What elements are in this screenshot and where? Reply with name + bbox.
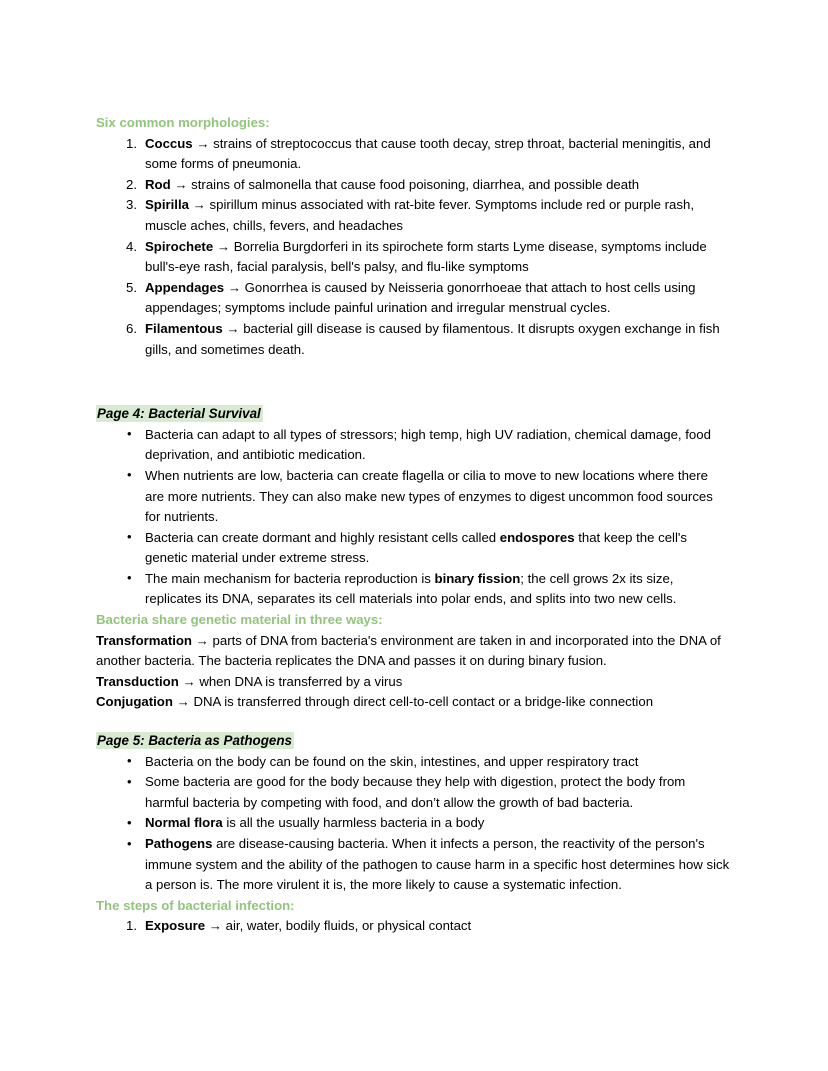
list-item-term: Spirochete [145,238,214,254]
definition-term: Transformation [96,632,192,648]
definition-transformation [96,631,730,672]
list-item-text: When nutrients are low, bacteria can create flagella or cilia to move to new locations where there are more nutrients. They can also make new types of enzymes to digest uncommon food sources for nutrients. [145,467,713,525]
section-heading-genetic-sharing: Bacteria share genetic material in three ways: [96,612,383,628]
list-item-term: Coccus [145,135,193,151]
list-item-text: Bacteria can create dormant and highly resistant cells called [145,529,500,545]
list-item-text-tail: is all the usually harmless bacteria in a body [222,815,485,831]
definition-text: DNA is transferred through direct cell-to-cell contact or a bridge-like connection [193,694,654,710]
list-item-term: Rod [145,176,171,192]
list-item-text: Bacteria can adapt to all types of stressors; high temp, high UV radiation, chemical damage, food deprivation, and antibiotic medication. [145,426,711,463]
definition-text: when DNA is transferred by a virus [199,673,403,689]
list-item [145,916,730,937]
list-item-text: bacterial gill disease is caused by filamentous. It disrupts oxygen exchange in fish gills, and sometimes death. [145,320,720,357]
list-item-term: binary fission [434,570,521,586]
list-item-term: Exposure [145,918,206,934]
arrow-icon: → [195,632,209,648]
list-item [145,834,730,896]
list-item-text: Borrelia Burgdorferi in its spirochete form starts Lyme disease, symptoms include bull's-eye rash, facial paralysis, bell's palsy, and flu-like symptoms [145,238,707,275]
bacterial-survival-list [96,425,730,610]
arrow-icon: → [208,918,222,934]
pathogens-list [96,752,730,896]
list-item-term: endospores [499,529,575,545]
list-item [145,237,730,278]
infection-steps-list [96,916,730,937]
list-item [145,425,730,466]
section-spacer [96,713,730,731]
definition-term: Conjugation [96,694,173,710]
list-item-text: Some bacteria are good for the body because they help with digestion, protect the body from harmful bacteria by competing with food, and don’t allow the growth of bad bacteria. [145,774,686,810]
arrow-icon: → [174,176,188,192]
list-item-term: Filamentous [145,320,223,336]
list-item-term: Spirilla [145,197,189,213]
list-item-term: Appendages [145,279,225,295]
section-heading-page-4 [96,404,730,425]
list-item [145,319,730,360]
document-content [96,113,730,937]
list-item-text: The main mechanism for bacteria reproduction is [145,570,435,586]
section-heading-infection-steps: The steps of bacterial infection: [96,897,295,913]
list-item-text: spirillum minus associated with rat-bite fever. Symptoms include red or purple rash, muscle aches, chills, fevers, and headaches [145,197,694,233]
list-item-text-tail: that keep the cell's genetic material under extreme stress. [145,529,688,566]
list-item-term: Pathogens [145,836,213,851]
arrow-icon: → [192,197,206,213]
list-item [145,569,730,610]
list-item [145,772,730,813]
list-item-text: air, water, bodily fluids, or physical contact [225,918,472,934]
definition-text: parts of DNA from bacteria's environment are taken in and incorporated into the DNA of another bacteria. The bacteria replicates the DNA and passes it on during binary fusion. [96,632,721,669]
list-item [145,528,730,569]
arrow-icon: → [176,694,190,710]
arrow-icon: → [182,673,196,689]
list-item-text: strains of salmonella that cause food poisoning, diarrhea, and possible death [191,176,640,192]
definition-conjugation [96,692,730,713]
list-item-text-tail: are disease-causing bacteria. When it infects a person, the reactivity of the person's immune system and the ability of the pathogen to cause harm in a specific host determines how sick a person is. The more virulent it is, the more likely to cause a systematic infection. [145,836,730,893]
list-item-text: strains of streptococcus that cause tooth decay, strep throat, bacterial meningitis, and some forms of pneumonia. [145,135,711,172]
definition-term: Transduction [96,673,179,689]
page-heading-highlight: Page 5: Bacteria as Pathogens [97,733,292,749]
list-item [145,813,730,834]
arrow-icon: → [216,238,231,254]
section-heading-morphologies: Six common morphologies: [96,115,270,130]
list-item [145,175,730,196]
arrow-icon: → [196,135,210,151]
arrow-icon: → [226,320,240,336]
definition-transduction [96,672,730,693]
page-heading-highlight: Page 4: Bacterial Survival [97,406,261,422]
section-spacer [96,360,730,404]
morphologies-list [96,134,730,361]
list-item-text: Bacteria on the body can be found on the skin, intestines, and upper respiratory tract [145,753,639,769]
list-item-text-tail: ; the cell grows 2x its size, replicates its DNA, separates its cell materials into polar ends, and splits into two new cells. [145,570,677,607]
list-item [145,752,730,773]
list-item-term: Normal flora [145,815,223,831]
arrow-icon: → [227,279,241,295]
list-item [145,466,730,528]
list-item [145,278,730,319]
section-heading-page-5 [96,731,730,752]
list-item-text: Gonorrhea is caused by Neisseria gonorrhoeae that attach to host cells using appendages; symptoms include painful urination and irregular menstrual cycles. [145,279,696,316]
list-item [145,195,730,236]
list-item [145,134,730,175]
